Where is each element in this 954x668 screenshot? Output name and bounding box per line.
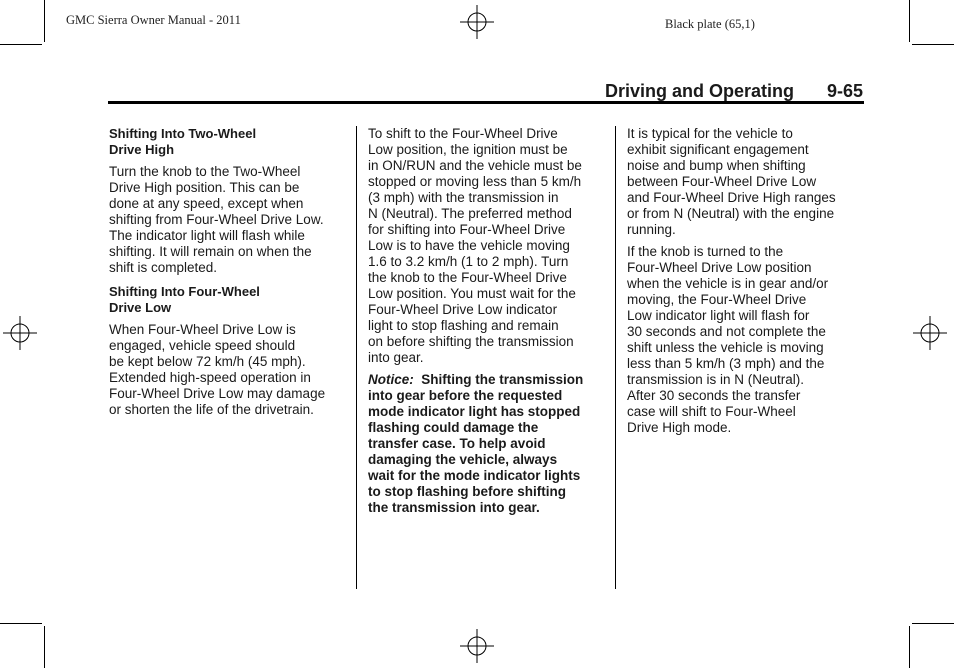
text-line: the knob to the Four-Wheel Drive xyxy=(368,270,567,285)
notice-first-text: Shifting the transmission xyxy=(421,372,584,387)
text-line: exhibit significant engagement xyxy=(627,142,809,157)
crop-mark xyxy=(912,623,954,624)
registration-mark-icon xyxy=(460,629,494,663)
text-line: on before shifting the transmission xyxy=(368,334,574,349)
text-line: Turn the knob to the Two-Wheel xyxy=(109,164,301,179)
heading-line: Drive Low xyxy=(109,300,172,315)
text-line: Four-Wheel Drive Low may damage xyxy=(109,386,326,401)
text-line: done at any speed, except when xyxy=(109,196,304,211)
text-line: for shifting into Four-Wheel Drive xyxy=(368,222,566,237)
text-line: Drive High position. This can be xyxy=(109,180,300,195)
text-line: When Four-Wheel Drive Low is xyxy=(109,322,296,337)
text-line: less than 5 km/h (3 mph) and the xyxy=(627,356,825,371)
text-line: N (Neutral). The preferred method xyxy=(368,206,572,221)
column-divider xyxy=(615,126,616,589)
text-line: The indicator light will flash while xyxy=(109,228,305,243)
text-column-1 xyxy=(109,126,347,418)
registration-mark-icon xyxy=(913,316,947,350)
crop-mark xyxy=(0,623,42,624)
text-line: moving, the Four-Wheel Drive xyxy=(627,292,807,307)
text-line: Low indicator light will flash for xyxy=(627,308,810,323)
text-line: light to stop flashing and remain xyxy=(368,318,559,333)
text-line: or shorten the life of the drivetrain. xyxy=(109,402,314,417)
text-line: noise and bump when shifting xyxy=(627,158,806,173)
text-line: Four-Wheel Drive Low position xyxy=(627,260,812,275)
section-heading-four-wheel-low xyxy=(109,284,347,316)
text-line: After 30 seconds the transfer xyxy=(627,388,801,403)
text-line: transmission is in N (Neutral). xyxy=(627,372,805,387)
notice-label: Notice: xyxy=(368,372,414,387)
crop-mark xyxy=(909,0,910,42)
text-line: shift is completed. xyxy=(109,260,218,275)
text-line: 30 seconds and not complete the xyxy=(627,324,826,339)
paragraph xyxy=(109,164,347,276)
text-line: Drive High mode. xyxy=(627,420,732,435)
paragraph xyxy=(627,126,865,238)
text-line: running. xyxy=(627,222,676,237)
notice-line: flashing could damage the xyxy=(368,420,539,435)
text-line: shifting. It will remain on when the xyxy=(109,244,312,259)
crop-mark xyxy=(0,44,42,45)
text-line: To shift to the Four-Wheel Drive xyxy=(368,126,558,141)
heading-line: Drive High xyxy=(109,142,175,157)
text-line: Four-Wheel Drive Low indicator xyxy=(368,302,558,317)
heading-line: Shifting Into Two-Wheel xyxy=(109,126,257,141)
notice-line: damaging the vehicle, always xyxy=(368,452,558,467)
crop-mark xyxy=(909,626,910,668)
notice-line: into gear before the requested xyxy=(368,388,563,403)
text-line: Low position. You must wait for the xyxy=(368,286,576,301)
paragraph xyxy=(627,244,865,436)
text-line: between Four-Wheel Drive Low xyxy=(627,174,817,189)
text-line: Low is to have the vehicle moving xyxy=(368,238,570,253)
notice-block xyxy=(368,372,606,516)
notice-first-line xyxy=(368,372,606,388)
heading-line: Shifting Into Four-Wheel xyxy=(109,284,260,299)
text-line: shift unless the vehicle is moving xyxy=(627,340,824,355)
text-line: engaged, vehicle speed should xyxy=(109,338,296,353)
text-column-3 xyxy=(627,126,865,436)
registration-mark-icon xyxy=(3,316,37,350)
plate-info-right: Black plate (65,1) xyxy=(665,17,755,31)
notice-line: to stop flashing before shifting xyxy=(368,484,566,499)
text-line: It is typical for the vehicle to xyxy=(627,126,793,141)
text-line: be kept below 72 km/h (45 mph). xyxy=(109,354,306,369)
notice-line: the transmission into gear. xyxy=(368,500,540,515)
crop-mark xyxy=(44,0,45,42)
paragraph xyxy=(109,322,347,418)
crop-mark xyxy=(912,44,954,45)
section-title: Driving and Operating xyxy=(604,81,794,101)
notice-line: wait for the mode indicator lights xyxy=(368,468,581,483)
text-line: stopped or moving less than 5 km/h xyxy=(368,174,582,189)
text-line: or from N (Neutral) with the engine xyxy=(627,206,835,221)
text-line: Low position, the ignition must be xyxy=(368,142,568,157)
column-divider xyxy=(356,126,357,589)
notice-line: transfer case. To help avoid xyxy=(368,436,546,451)
text-line: into gear. xyxy=(368,350,424,365)
text-line: 1.6 to 3.2 km/h (1 to 2 mph). Turn xyxy=(368,254,569,269)
section-heading-two-wheel-high xyxy=(109,126,347,158)
text-line: case will shift to Four-Wheel xyxy=(627,404,796,419)
text-line: shifting from Four-Wheel Drive Low. xyxy=(109,212,324,227)
crop-mark xyxy=(44,626,45,668)
plate-info-left: GMC Sierra Owner Manual - 2011 xyxy=(66,13,241,27)
text-line: (3 mph) with the transmission in xyxy=(368,190,559,205)
paragraph xyxy=(368,126,606,366)
text-line: in ON/RUN and the vehicle must be xyxy=(368,158,582,173)
text-column-2 xyxy=(368,126,606,516)
page-number: 9-65 xyxy=(826,81,863,101)
header-rule xyxy=(108,101,864,104)
text-line: If the knob is turned to the xyxy=(627,244,784,259)
registration-mark-icon xyxy=(460,5,494,39)
text-line: and Four-Wheel Drive High ranges xyxy=(627,190,836,205)
notice-line: mode indicator light has stopped xyxy=(368,404,581,419)
text-line: Extended high-speed operation in xyxy=(109,370,311,385)
text-line: when the vehicle is in gear and/or xyxy=(627,276,829,291)
